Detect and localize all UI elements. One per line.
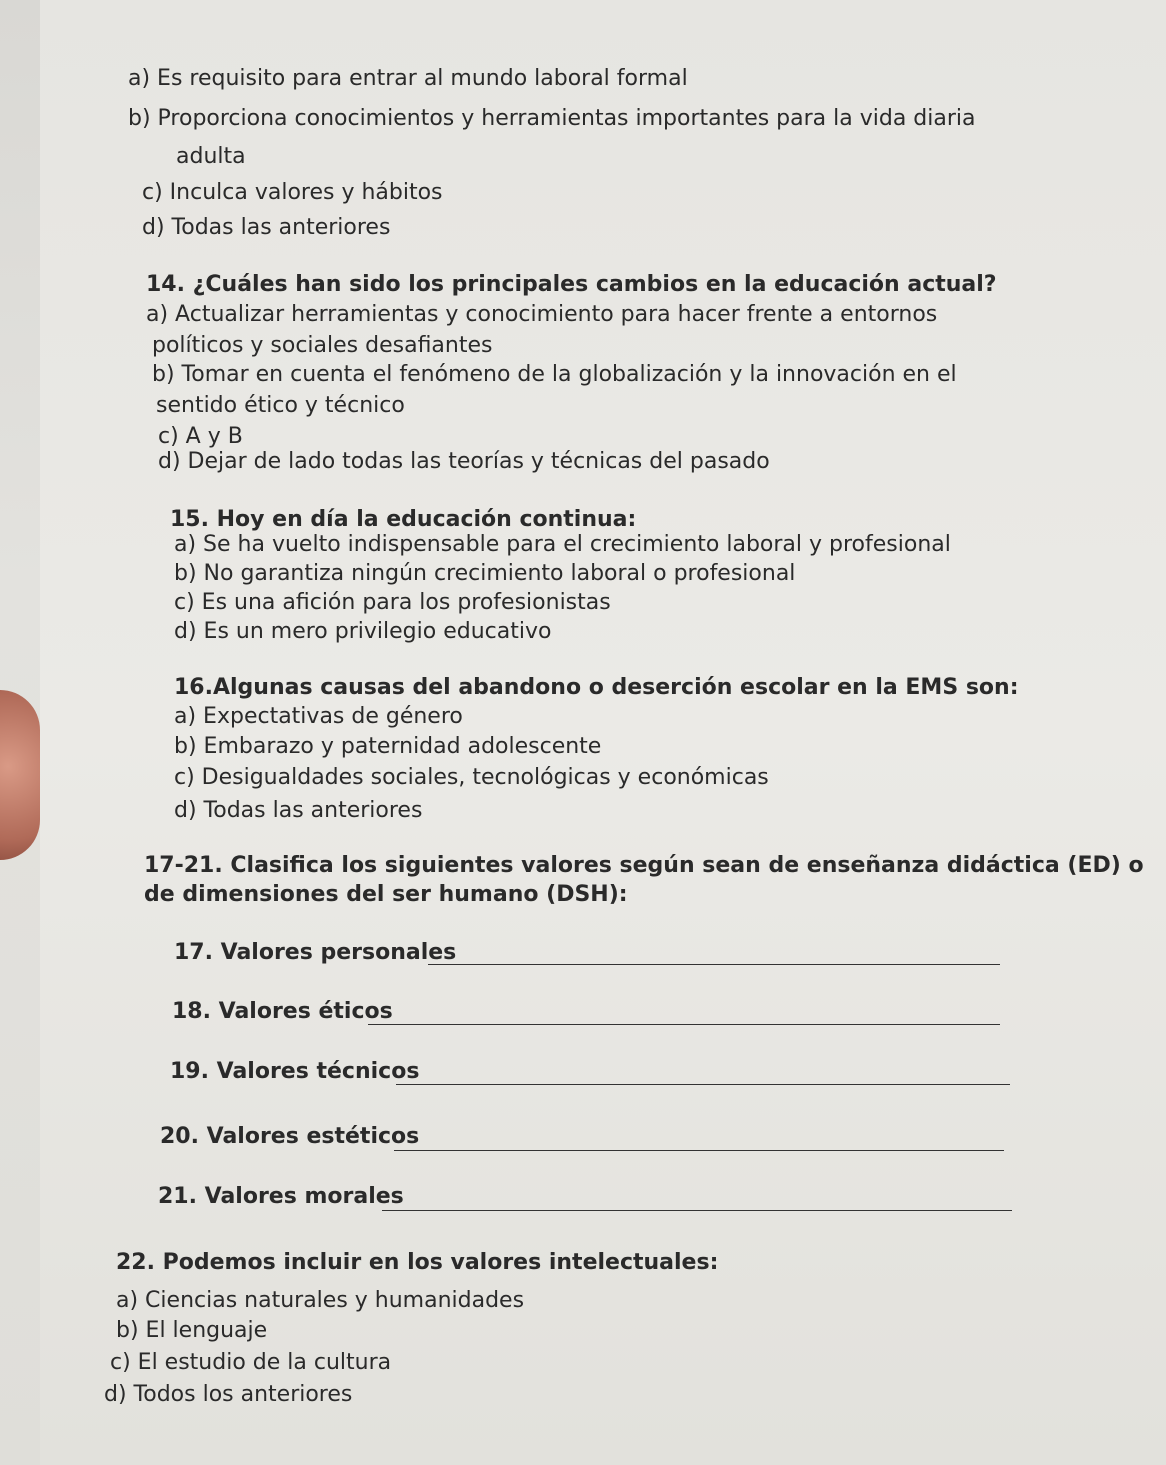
q17-answer-line[interactable] — [428, 944, 1000, 965]
q19-answer-line[interactable] — [396, 1064, 1010, 1085]
q16-option-d: d) Todas las anteriores — [174, 798, 423, 823]
q19-label: 19. Valores técnicos — [170, 1059, 420, 1084]
q13-option-b-cont: adulta — [176, 144, 246, 169]
q13-option-d: d) Todas las anteriores — [142, 215, 391, 240]
q22-option-a: a) Ciencias naturales y humanidades — [116, 1288, 525, 1313]
q16-title: 16.Algunas causas del abandono o deserción escolar en la EMS son: — [174, 675, 1019, 700]
q15-option-a: a) Se ha vuelto indispensable para el crecimiento laboral y profesional — [174, 532, 951, 557]
q14-option-b-cont: sentido ético y técnico — [156, 393, 405, 418]
q13-option-b: b) Proporciona conocimientos y herramientas importantes para la vida diaria — [128, 106, 976, 131]
q15-option-c: c) Es una afición para los profesionistas — [174, 590, 611, 615]
q14-option-c: c) A y B — [158, 424, 243, 449]
q16-option-b: b) Embarazo y paternidad adolescente — [174, 734, 602, 759]
q14-option-b: b) Tomar en cuenta el fenómeno de la globalización y la innovación en el — [152, 362, 957, 387]
q13-option-a: a) Es requisito para entrar al mundo laboral formal — [128, 66, 688, 91]
q21-label: 21. Valores morales — [158, 1184, 404, 1209]
q18-label: 18. Valores éticos — [172, 999, 393, 1024]
q22-option-d: d) Todos los anteriores — [104, 1382, 353, 1407]
q14-option-a-cont: políticos y sociales desafiantes — [152, 333, 493, 358]
q15-option-d: d) Es un mero privilegio educativo — [174, 619, 552, 644]
q18-answer-line[interactable] — [368, 1004, 1000, 1025]
q20-answer-line[interactable] — [394, 1130, 1004, 1151]
q17-21-instruction-cont: de dimensiones del ser humano (DSH): — [144, 882, 628, 907]
q21-answer-line[interactable] — [382, 1190, 1012, 1211]
q22-option-c: c) El estudio de la cultura — [110, 1350, 392, 1375]
q14-option-a: a) Actualizar herramientas y conocimiento para hacer frente a entornos — [146, 302, 938, 327]
q22-title: 22. Podemos incluir en los valores intelectuales: — [116, 1250, 719, 1275]
q13-option-c: c) Inculca valores y hábitos — [142, 180, 443, 205]
q15-option-b: b) No garantiza ningún crecimiento laboral o profesional — [174, 561, 796, 586]
q16-option-c: c) Desigualdades sociales, tecnológicas y económicas — [174, 765, 769, 790]
q22-option-b: b) El lenguaje — [116, 1318, 268, 1343]
q14-option-d: d) Dejar de lado todas las teorías y técnicas del pasado — [158, 449, 770, 474]
q17-label: 17. Valores personales — [174, 940, 457, 965]
q15-title: 15. Hoy en día la educación continua: — [170, 507, 637, 532]
q16-option-a: a) Expectativas de género — [174, 704, 463, 729]
q17-21-instruction: 17-21. Clasifica los siguientes valores según sean de enseñanza didáctica (ED) o — [144, 853, 1144, 878]
q14-title: 14. ¿Cuáles han sido los principales cambios en la educación actual? — [146, 272, 997, 297]
q20-label: 20. Valores estéticos — [160, 1124, 420, 1149]
finger-edge — [0, 690, 40, 860]
